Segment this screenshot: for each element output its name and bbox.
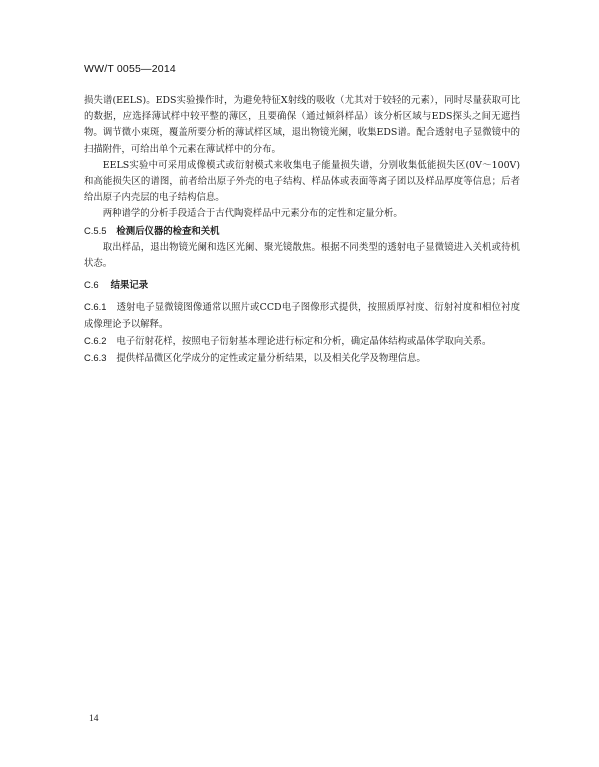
clause-c63 — [84, 350, 520, 367]
section-title: 检测后仪器的检查和关机 — [116, 225, 220, 237]
paragraph-eds-procedure: 损失谱(EELS)。EDS实验操作时，为避免特征X射线的吸收（尤其对于较轻的元素），同时尽量获取可比的数据，应选择薄试样中较平整的薄区，且要确保（通过倾斜样品）该分析区域与EDS探头之间无遮挡物。调节微小束斑，覆盖所要分析的薄试样区域，退出物镜光阑，收集EDS谱。配合透射电子显微镜中的扫描附件，可给出单个元素在薄试样中的分布。 — [84, 95, 520, 155]
standard-code-header: WW/T 0055—2014 — [84, 63, 176, 75]
clause-text: 透射电子显微镜图像通常以照片或CCD电子图像形式提供，按照质厚衬度、衍射衬度和相位衬度成像理论予以解释。 — [84, 302, 520, 330]
page-number: 14 — [89, 714, 99, 724]
clause-c62 — [84, 333, 520, 350]
clause-text: 提供样品微区化学成分的定性或定量分析结果，以及相关化学及物理信息。 — [116, 353, 426, 365]
clause-c61 — [84, 299, 520, 332]
section-number: C.5.5 — [84, 224, 107, 236]
clause-number: C.6.3 — [84, 352, 107, 364]
clause-number: C.6.1 — [84, 301, 107, 313]
section-title: 结果记录 — [110, 280, 149, 292]
document-body — [84, 93, 520, 367]
paragraph-shutdown: 取出样品，退出物镜光阑和选区光阑、聚光镜散焦。根据不同类型的透射电子显微镜进入关机或待机状态。 — [84, 241, 520, 270]
section-number: C.6 — [84, 279, 99, 291]
section-heading-c6 — [84, 277, 520, 294]
clause-text: 电子衍射花样，按照电子衍射基本理论进行标定和分析，确定晶体结构或晶体学取向关系。 — [116, 335, 492, 347]
paragraph-eels-procedure: EELS实验中可采用成像模式或衍射模式来收集电子能量损失谱，分别收集低能损失区(0V～100V)和高能损失区的谱图，前者给出原子外壳的电子结构、样品体或表面等离子团以及样品厚度等信息；后者给出原子内壳层的电子结构信息。 — [84, 159, 520, 204]
clause-number: C.6.2 — [84, 334, 107, 346]
paragraph-spectroscopy-summary: 两种谱学的分析手段适合于古代陶瓷样品中元素分布的定性和定量分析。 — [102, 208, 403, 220]
section-heading-c555 — [84, 223, 520, 240]
